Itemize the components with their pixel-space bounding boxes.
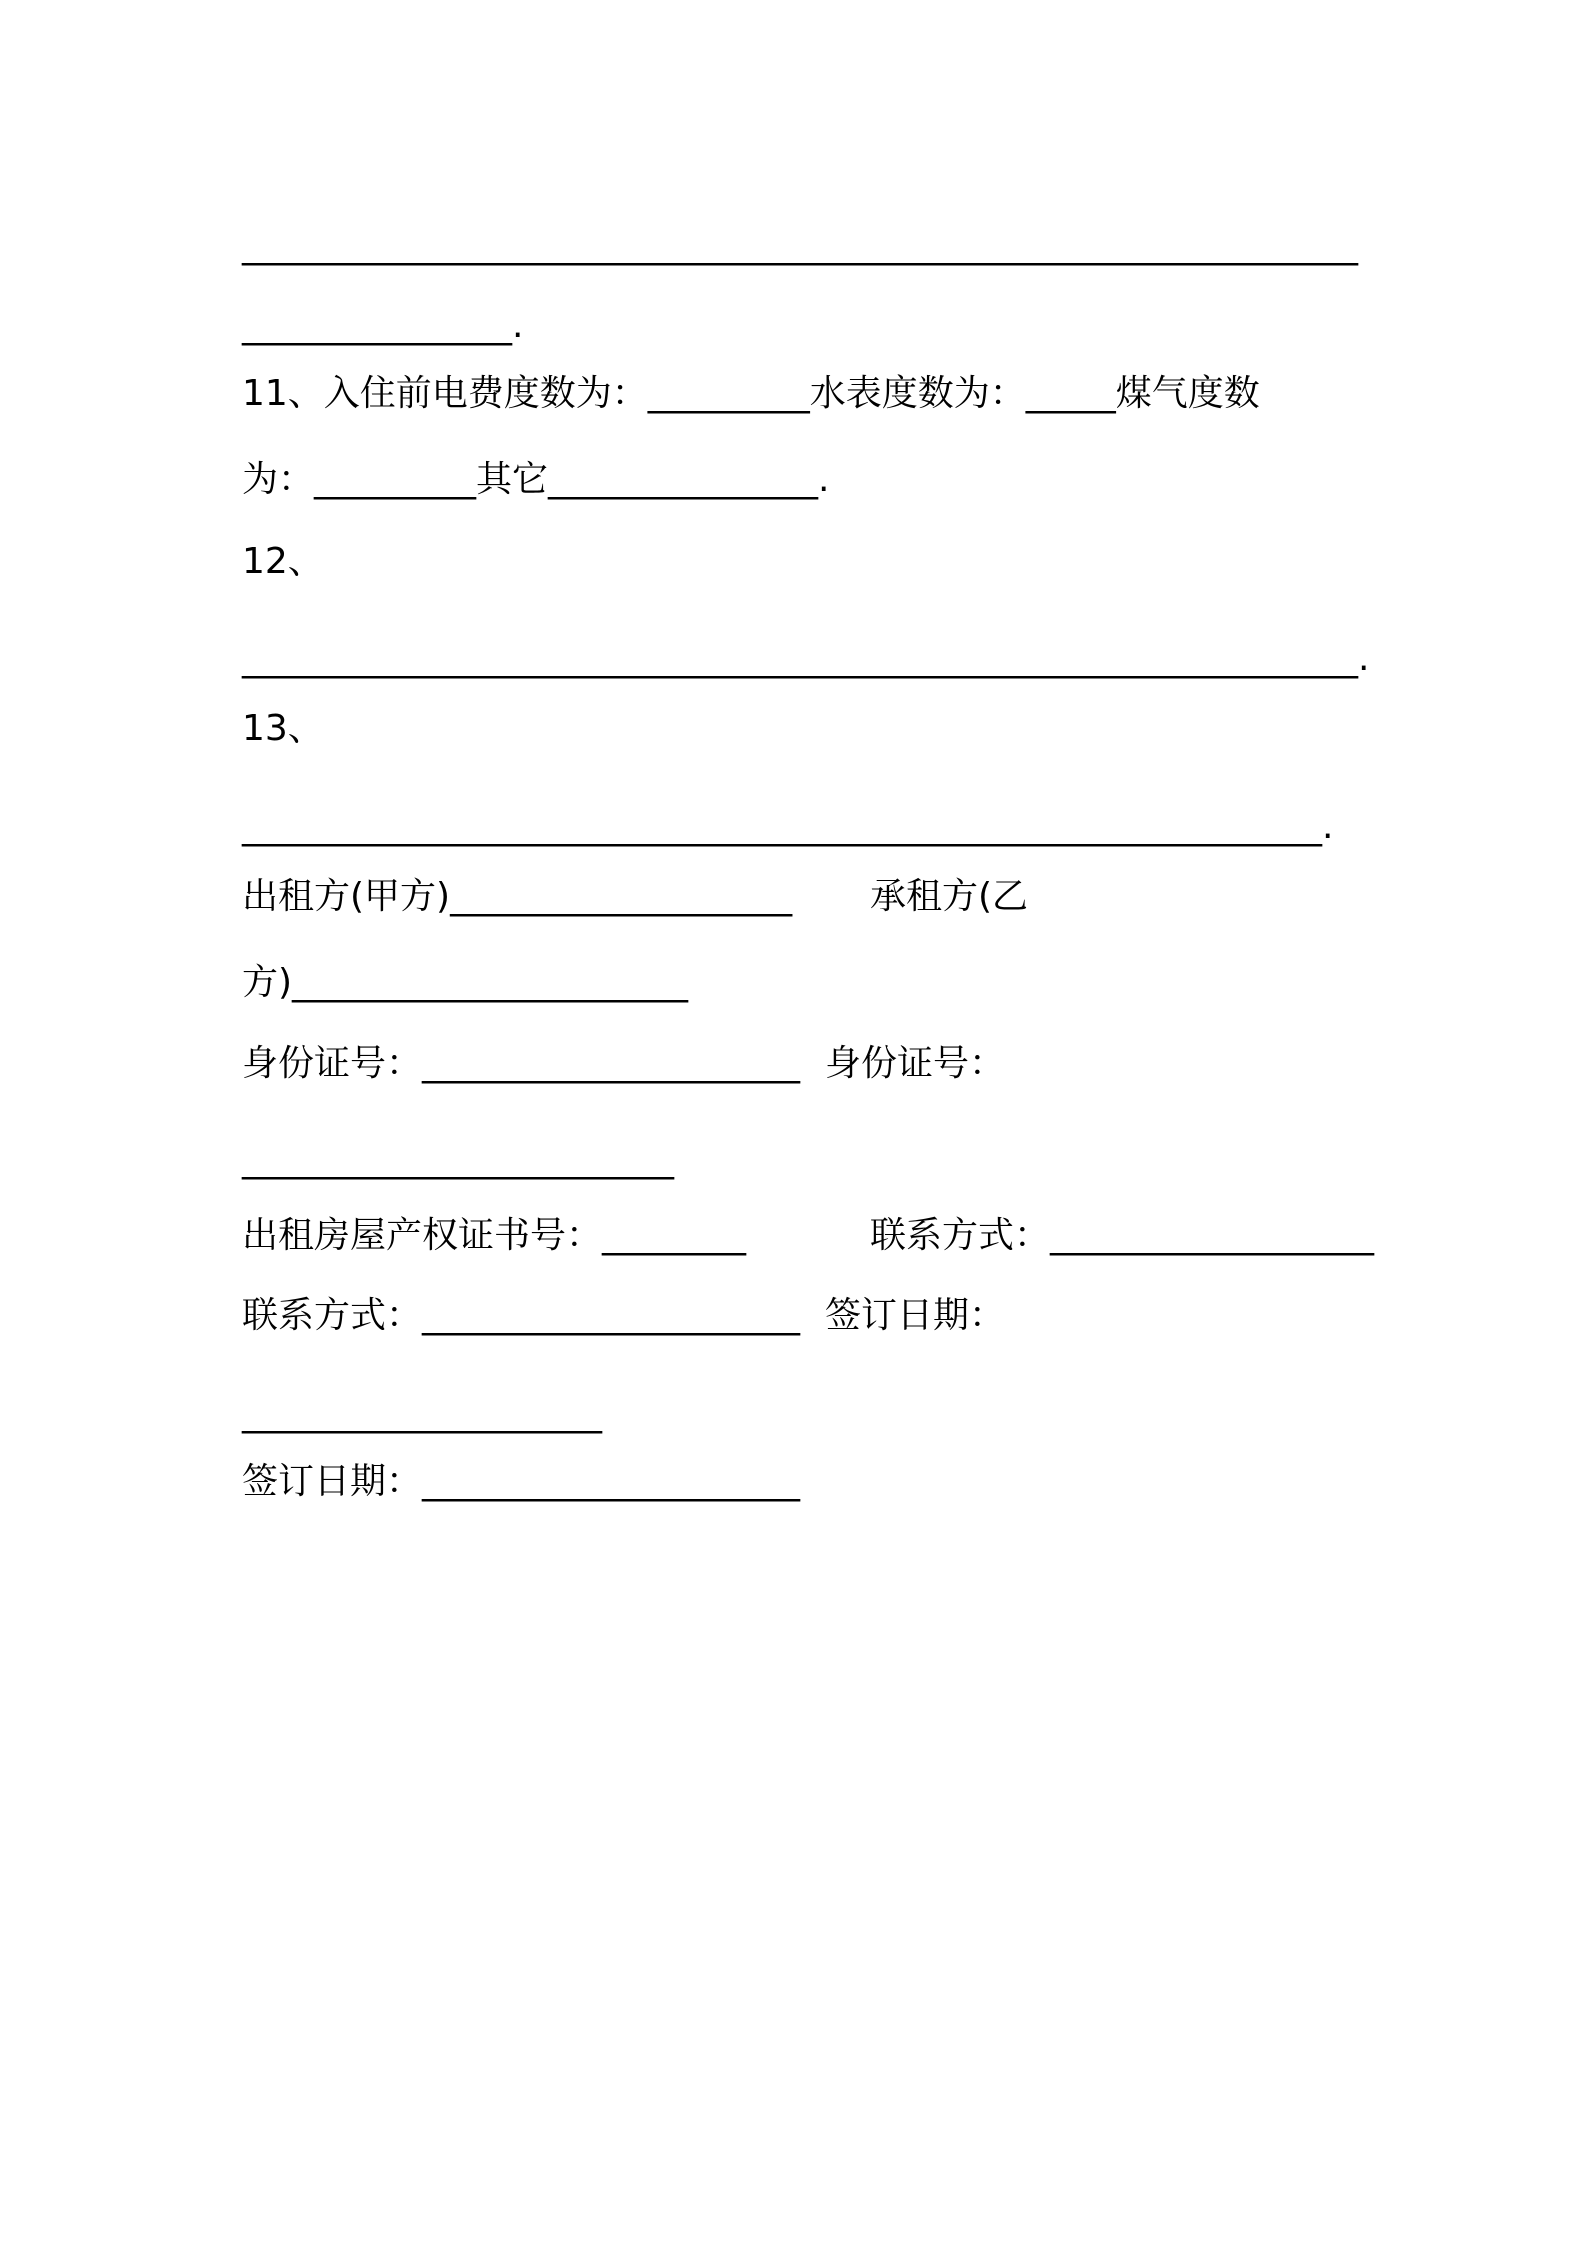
lessee-id-blank: ________________________: [242, 1139, 674, 1180]
lessor-contact: 联系方式：__________________: [870, 1215, 1375, 1256]
item-12-blank: ______________________________________________________________.: [242, 638, 1370, 679]
lessor-party-a: 出租方(甲方)___________________: [242, 876, 793, 917]
blank-line-end: _______________.: [242, 305, 524, 346]
lessee-sign-date: 签订日期：_____________________: [242, 1461, 801, 1502]
item-11-line-1: 11、入住前电费度数为：_________水表度数为：_____煤气度数: [242, 373, 1260, 414]
lessee-id-label: 身份证号：: [825, 1043, 1006, 1084]
item-13-label: 13、: [242, 708, 324, 749]
lessor-sign-date-label: 签订日期：: [825, 1295, 1006, 1336]
lessee-contact: 联系方式：_____________________: [242, 1295, 801, 1336]
item-11-line-2: 为：_________其它_______________.: [242, 459, 830, 500]
lessee-party-b-start: 承租方(乙: [870, 876, 1029, 917]
lessor-id-number: 身份证号：_____________________: [242, 1043, 801, 1084]
lessor-sign-date-blank: ____________________: [242, 1393, 602, 1434]
item-13-blank: ____________________________________________________________.: [242, 806, 1334, 847]
blank-line-continuation: ______________________________________________________________: [242, 225, 1358, 266]
lessee-party-b-end: 方)______________________: [242, 962, 689, 1003]
item-12-label: 12、: [242, 541, 324, 582]
property-certificate-number: 出租房屋产权证书号：________: [242, 1215, 747, 1256]
